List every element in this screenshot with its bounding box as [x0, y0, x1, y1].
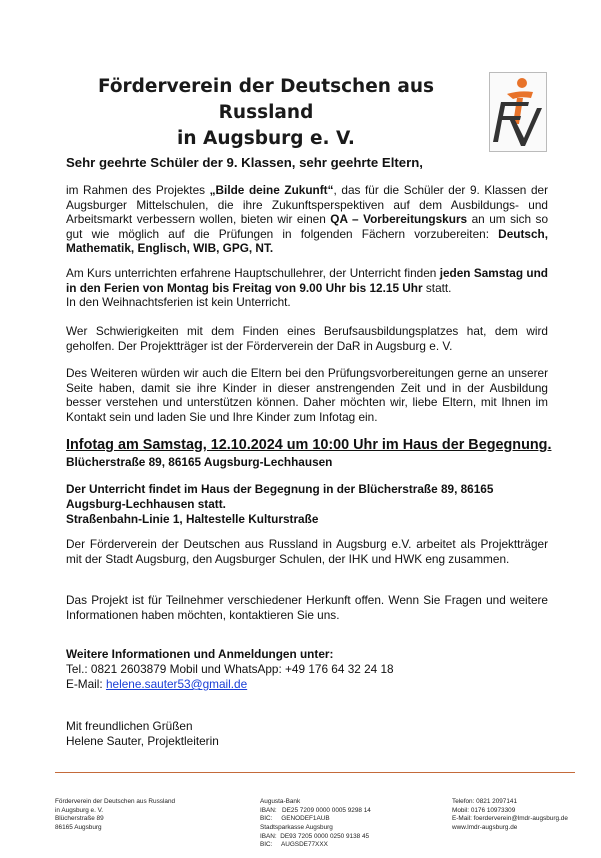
location-line-3: Straßenbahn-Linie 1, Haltestelle Kulturstraße	[66, 512, 319, 526]
infotag-address: Blücherstraße 89, 86165 Augsburg-Lechhausen	[66, 455, 333, 469]
organization-logo	[489, 72, 547, 152]
support-paragraph: Wer Schwierigkeiten mit dem Finden eines Berufsausbildungsplatzes hat, dem wird geholfen. Der Projektträger ist der Förderverein der DaR in Augsburg e. V.	[66, 324, 548, 353]
email-label: E-Mail:	[66, 677, 106, 691]
footer-contact: Telefon: 0821 2097141 Mobil: 0176 10973309 E-Mail: foerderverein@lmdr-augsburg.de www.lmdr-augsburg.de	[452, 798, 568, 831]
contact-heading: Weitere Informationen und Anmeldungen unter:	[66, 647, 334, 661]
parents-paragraph: Des Weiteren würden wir auch die Eltern bei den Prüfungsvorbereitungen gerne an unserer Seite haben, damit sie ihre Kinder in dieser anstrengenden Zeit und in der Ausbildung besser verstehen und unterstützen können. Daher möchten wir, liebe Eltern, mit Ihnen im Kontakt sein und laden Sie und Ihre Kinder zum Infotag ein.	[66, 366, 548, 424]
location-line-1: Der Unterricht findet im Haus der Begegnung in der Blücherstraße 89, 86165	[66, 482, 494, 496]
title-line-1: Förderverein der Deutschen aus Russland	[97, 76, 435, 123]
salutation: Sehr geehrte Schüler der 9. Klassen, sehr geehrte Eltern,	[66, 155, 423, 170]
contact-phone: Tel.: 0821 2603879 Mobil und WhatsApp: +49 176 64 32 24 18	[66, 662, 394, 676]
signature-name: Helene Sauter, Projektleiterin	[66, 734, 219, 748]
footer-bank: Augusta-Bank IBAN: DE25 7209 0000 0005 9298 14 BIC: GENODEF1AUB Stadtsparkasse Augsburg IBAN: DE93 7205 0000 0250 9138 45 BIC: AUGSDE77XXX	[260, 798, 371, 849]
title-line-2: in Augsburg e. V.	[177, 128, 355, 149]
closing-greeting: Mit freundlichen Grüßen	[66, 719, 193, 733]
open-project-paragraph: Das Projekt ist für Teilnehmer verschiedener Herkunft offen. Wenn Sie Fragen und weitere Informationen haben möchten, kontaktieren Sie uns.	[66, 593, 548, 622]
infotag-heading: Infotag am Samstag, 12.10.2024 um 10:00 Uhr im Haus der Begegnung.	[66, 437, 552, 453]
intro-paragraph: im Rahmen des Projektes „Bilde deine Zukunft“, das für die Schüler der 9. Klassen der Augsburger Mittelschulen, die ihre Zukunftsperspektiven auf dem Ausbildungs- und Arbeitsmarkt verbessern wollen, bieten wir einen QA – Vorbereitungskurs an um sich so gut wie möglich auf die Prüfungen in folgenden Fächern vorzubereiten: Deutsch, Mathematik, Englisch, WIB, GPG, NT.	[66, 183, 549, 256]
footer-divider	[55, 772, 575, 773]
contact-email-line	[66, 677, 247, 692]
footer-address: Förderverein der Deutschen aus Russland in Augsburg e. V. Blücherstraße 89 86165 Augsburg	[55, 798, 176, 831]
email-link[interactable]: helene.sauter53@gmail.de	[105, 677, 248, 691]
location-line-2: Augsburg-Lechhausen statt.	[66, 497, 226, 511]
partners-paragraph: Der Förderverein der Deutschen aus Russland in Augsburg e.V. arbeitet als Projektträger mit der Stadt Augsburg, den Augsburger Schulen, der IHK und HWK eng zusammen.	[66, 537, 548, 566]
letterhead-title	[66, 74, 466, 152]
schedule-paragraph: Am Kurs unterrichten erfahrene Hauptschullehrer, der Unterricht finden jeden Samstag und in den Ferien von Montag bis Freitag von 9.00 Uhr bis 12.15 Uhr statt. In den Weihnachtsferien ist kein Unterricht.	[66, 266, 548, 310]
